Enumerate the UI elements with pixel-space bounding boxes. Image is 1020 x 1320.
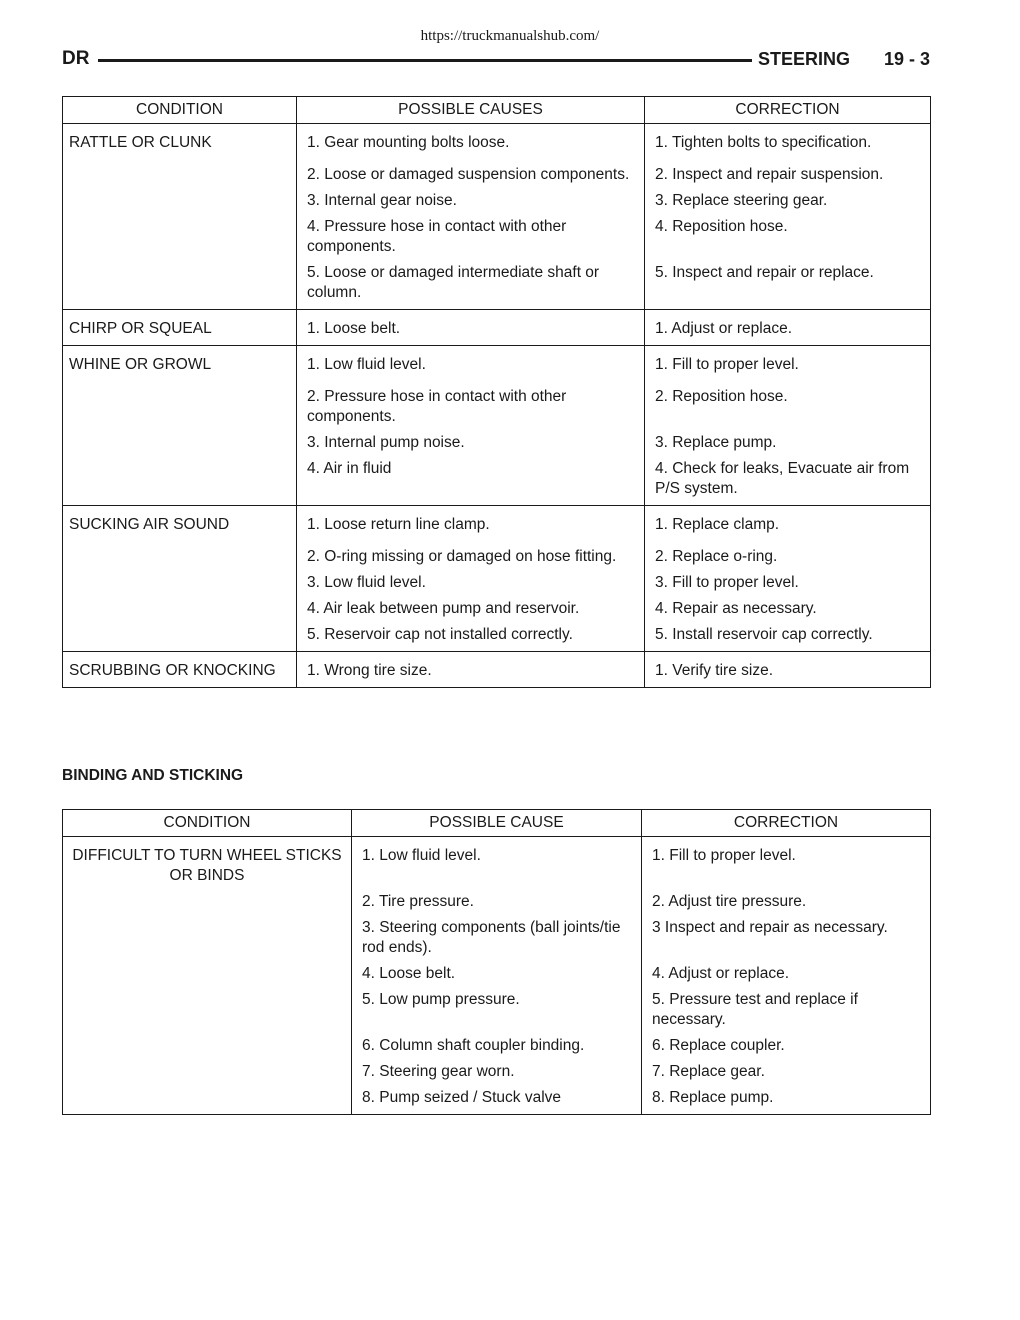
- table-row: [63, 214, 931, 260]
- cause-cell: 4. Air in fluid: [297, 456, 645, 506]
- column-header-cause: POSSIBLE CAUSE: [352, 810, 642, 837]
- table-row: [63, 987, 931, 1033]
- table-row: [63, 124, 931, 157]
- condition-cell: RATTLE OR CLUNK: [63, 124, 297, 157]
- cause-cell: 8. Pump seized / Stuck valve: [352, 1085, 642, 1115]
- correction-cell: 1. Fill to proper level.: [642, 837, 931, 890]
- table-row: [63, 915, 931, 961]
- table-row: [63, 1033, 931, 1059]
- cause-cell: 7. Steering gear worn.: [352, 1059, 642, 1085]
- condition-cell: [63, 430, 297, 456]
- condition-cell: [63, 889, 352, 915]
- cause-cell: 5. Reservoir cap not installed correctly.: [297, 622, 645, 652]
- correction-cell: 3. Replace steering gear.: [645, 188, 931, 214]
- source-url[interactable]: https://truckmanualshub.com/: [420, 28, 600, 44]
- column-header-correction: CORRECTION: [642, 810, 931, 837]
- cause-cell: 1. Wrong tire size.: [297, 652, 645, 688]
- condition-cell: [63, 538, 297, 570]
- cause-cell: 4. Pressure hose in contact with other components.: [297, 214, 645, 260]
- correction-cell: 3 Inspect and repair as necessary.: [642, 915, 931, 961]
- correction-cell: 1. Adjust or replace.: [645, 310, 931, 346]
- condition-cell: WHINE OR GROWL: [63, 346, 297, 379]
- table-row: [63, 1085, 931, 1115]
- column-header-causes: POSSIBLE CAUSES: [297, 97, 645, 124]
- table-row: [63, 652, 931, 688]
- correction-cell: 2. Replace o-ring.: [645, 538, 931, 570]
- cause-cell: 1. Gear mounting bolts loose.: [297, 124, 645, 157]
- correction-cell: 4. Reposition hose.: [645, 214, 931, 260]
- condition-cell: DIFFICULT TO TURN WHEEL STICKS OR BINDS: [63, 837, 352, 890]
- condition-cell: [63, 1085, 352, 1115]
- table-row: [63, 260, 931, 310]
- table-row: [63, 456, 931, 506]
- condition-cell: [63, 596, 297, 622]
- correction-cell: 3. Fill to proper level.: [645, 570, 931, 596]
- table-header-row: [63, 97, 931, 124]
- section-subheading: BINDING AND STICKING: [62, 767, 244, 784]
- condition-cell: SUCKING AIR SOUND: [63, 506, 297, 539]
- cause-cell: 3. Low fluid level.: [297, 570, 645, 596]
- cause-cell: 2. Pressure hose in contact with other components.: [297, 378, 645, 430]
- table-row: [63, 430, 931, 456]
- correction-cell: 8. Replace pump.: [642, 1085, 931, 1115]
- correction-cell: 2. Inspect and repair suspension.: [645, 156, 931, 188]
- table-row: [63, 622, 931, 652]
- table-row: [63, 596, 931, 622]
- correction-cell: 4. Check for leaks, Evacuate air from P/S system.: [645, 456, 931, 506]
- condition-cell: SCRUBBING OR KNOCKING: [63, 652, 297, 688]
- correction-cell: 5. Inspect and repair or replace.: [645, 260, 931, 310]
- condition-cell: [63, 915, 352, 961]
- cause-cell: 1. Low fluid level.: [352, 837, 642, 890]
- condition-cell: [63, 156, 297, 188]
- correction-cell: 5. Pressure test and replace if necessary.: [642, 987, 931, 1033]
- table-row: [63, 538, 931, 570]
- condition-cell: [63, 378, 297, 430]
- correction-cell: 5. Install reservoir cap correctly.: [645, 622, 931, 652]
- cause-cell: 5. Loose or damaged intermediate shaft or column.: [297, 260, 645, 310]
- condition-cell: [63, 260, 297, 310]
- table-row: [63, 1059, 931, 1085]
- table-row: [63, 188, 931, 214]
- table-row: [63, 506, 931, 539]
- header-model-code: DR: [62, 48, 90, 69]
- table-row: [63, 837, 931, 890]
- table-row: [63, 310, 931, 346]
- correction-cell: 1. Fill to proper level.: [645, 346, 931, 379]
- cause-cell: 1. Loose belt.: [297, 310, 645, 346]
- condition-cell: [63, 570, 297, 596]
- condition-cell: [63, 961, 352, 987]
- table-row: [63, 156, 931, 188]
- cause-cell: 1. Loose return line clamp.: [297, 506, 645, 539]
- column-header-condition: CONDITION: [63, 810, 352, 837]
- table-row: [63, 346, 931, 379]
- condition-cell: [63, 456, 297, 506]
- correction-cell: 7. Replace gear.: [642, 1059, 931, 1085]
- header-section-title: STEERING: [757, 49, 850, 69]
- correction-cell: 1. Tighten bolts to specification.: [645, 124, 931, 157]
- column-header-correction: CORRECTION: [645, 97, 931, 124]
- cause-cell: 3. Steering components (ball joints/tie rod ends).: [352, 915, 642, 961]
- correction-cell: 1. Replace clamp.: [645, 506, 931, 539]
- cause-cell: 2. Loose or damaged suspension components.: [297, 156, 645, 188]
- header-page-number: 19 - 3: [883, 49, 930, 69]
- cause-cell: 1. Low fluid level.: [297, 346, 645, 379]
- table-row: [63, 378, 931, 430]
- header-rule: [98, 59, 752, 62]
- table-row: [63, 889, 931, 915]
- cause-cell: 3. Internal gear noise.: [297, 188, 645, 214]
- correction-cell: 1. Verify tire size.: [645, 652, 931, 688]
- table-row: [63, 961, 931, 987]
- cause-cell: 2. O-ring missing or damaged on hose fitting.: [297, 538, 645, 570]
- cause-cell: 2. Tire pressure.: [352, 889, 642, 915]
- condition-cell: [63, 188, 297, 214]
- condition-cell: [63, 1033, 352, 1059]
- condition-cell: [63, 214, 297, 260]
- cause-cell: 5. Low pump pressure.: [352, 987, 642, 1033]
- correction-cell: 2. Adjust tire pressure.: [642, 889, 931, 915]
- table-row: [63, 570, 931, 596]
- cause-cell: 6. Column shaft coupler binding.: [352, 1033, 642, 1059]
- cause-cell: 4. Loose belt.: [352, 961, 642, 987]
- binding-diagnosis-table: [62, 809, 931, 1115]
- table-header-row: [63, 810, 931, 837]
- cause-cell: 3. Internal pump noise.: [297, 430, 645, 456]
- condition-cell: [63, 1059, 352, 1085]
- correction-cell: 3. Replace pump.: [645, 430, 931, 456]
- correction-cell: 2. Reposition hose.: [645, 378, 931, 430]
- correction-cell: 4. Adjust or replace.: [642, 961, 931, 987]
- page-header: [62, 48, 930, 72]
- noise-diagnosis-table: [62, 96, 931, 688]
- condition-cell: [63, 987, 352, 1033]
- correction-cell: 6. Replace coupler.: [642, 1033, 931, 1059]
- cause-cell: 4. Air leak between pump and reservoir.: [297, 596, 645, 622]
- condition-cell: [63, 622, 297, 652]
- correction-cell: 4. Repair as necessary.: [645, 596, 931, 622]
- column-header-condition: CONDITION: [63, 97, 297, 124]
- condition-cell: CHIRP OR SQUEAL: [63, 310, 297, 346]
